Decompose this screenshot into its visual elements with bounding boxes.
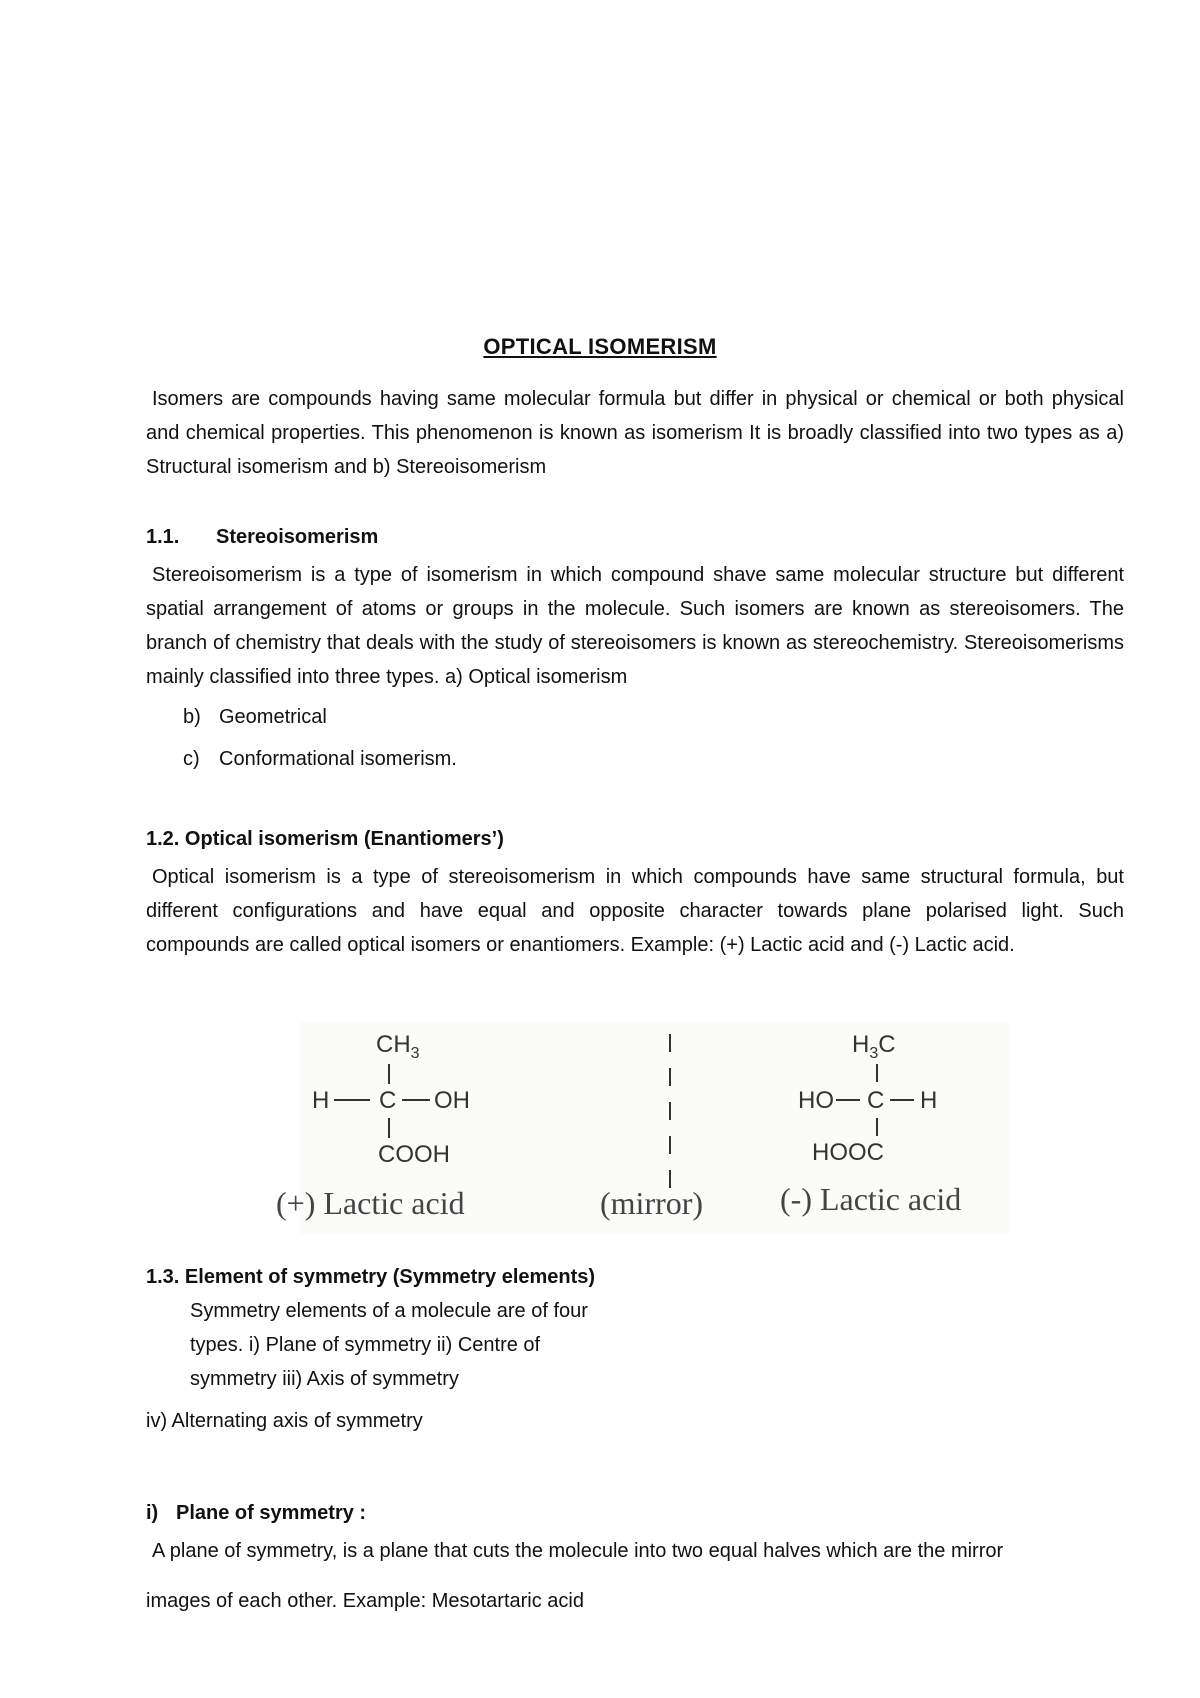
plane-title: Plane of symmetry :	[176, 1502, 367, 1524]
intro-paragraph: Isomers are compounds having same molecular formula but differ in physical or chemical or both physical and chemical properties. This phenomenon is known as isomerism It is broadly classified into two types as a) Structural isomerism and b) Stereoisomerism	[146, 388, 1124, 478]
plane-label: i)	[146, 1502, 159, 1524]
plane-paragraph-line-2: images of each other. Example: Mesotartaric acid	[146, 1590, 584, 1612]
section-1-3-last-line: iv) Alternating axis of symmetry	[146, 1410, 423, 1432]
lactic-acid-diagram	[276, 1022, 1010, 1234]
plane-of-symmetry-heading	[146, 1496, 366, 1530]
list-item	[183, 700, 327, 734]
right-ho-group: HO	[798, 1087, 834, 1114]
section-1-1-number: 1.1.	[146, 526, 180, 548]
list-item-label: b)	[183, 706, 201, 728]
section-1-1-heading	[146, 520, 378, 554]
lactic-acid-figure	[276, 1022, 1010, 1234]
right-hooc-group: HOOC	[812, 1139, 884, 1166]
left-oh-group: OH	[434, 1087, 470, 1114]
section-1-2-heading: 1.2. Optical isomerism (Enantiomers’)	[146, 828, 504, 850]
section-1-2-paragraph: Optical isomerism is a type of stereoisomerism in which compounds have same structural formula, but different configurations and have equal and opposite character towards plane polarised light. Such compounds are called optical isomers or enantiomers. Example: (+) Lactic acid and (-) Lactic acid.	[146, 866, 1124, 956]
right-top-group: $H_3C$	[852, 1031, 896, 1062]
plus-lactic-acid-caption: (+) Lactic acid	[276, 1185, 465, 1221]
minus-lactic-acid-caption: (-) Lactic acid	[780, 1181, 962, 1217]
section-1-1-paragraph: Stereoisomerism is a type of isomerism in which compound shave same molecular structure but different spatial arrangement of atoms or groups in the molecule. Such isomers are known as stereoisomers. The branch of chemistry that deals with the study of stereoisomers is known as stereochemistry. Stereoisomerisms mainly classified into three types. a) Optical isomerism	[146, 564, 1124, 688]
section-1-3-heading: 1.3. Element of symmetry (Symmetry elements)	[146, 1266, 596, 1288]
list-item-text: Geometrical	[219, 706, 327, 728]
page-title: OPTICAL ISOMERISM	[483, 334, 717, 359]
left-top-group: $CH_3$	[376, 1031, 420, 1062]
section-1-3-line: symmetry iii) Axis of symmetry	[190, 1368, 459, 1390]
section-1-1-title: Stereoisomerism	[216, 526, 379, 548]
section-1-3-line: types. i) Plane of symmetry ii) Centre of	[190, 1334, 541, 1356]
left-cooh-group: COOH	[378, 1141, 450, 1168]
section-1-3-line: Symmetry elements of a molecule are of four	[190, 1300, 588, 1322]
left-center-carbon: C	[379, 1087, 397, 1114]
list-item	[183, 742, 457, 776]
list-item-text: Conformational isomerism.	[219, 748, 457, 770]
list-item-label: c)	[183, 748, 200, 770]
right-center-carbon: C	[867, 1087, 885, 1114]
left-h-atom: H	[312, 1087, 330, 1114]
right-h-atom: H	[920, 1087, 938, 1114]
plane-paragraph-line-1: A plane of symmetry, is a plane that cuts the molecule into two equal halves which are the mirror	[152, 1540, 1004, 1562]
mirror-caption: (mirror)	[600, 1185, 704, 1221]
